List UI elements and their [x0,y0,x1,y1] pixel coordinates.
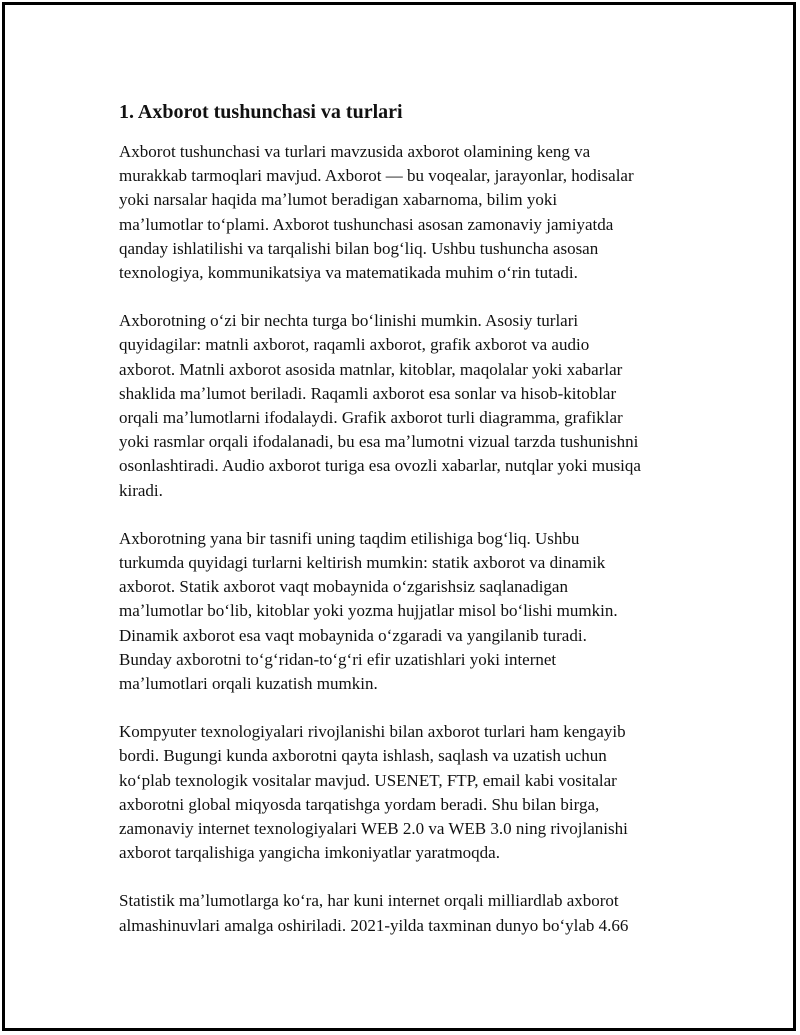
text-line: orqali maʼlumotlarni ifodalaydi. Grafik axborot turli diagramma, grafiklar [119,408,623,428]
text-line: axborot tarqalishiga yangicha imkoniyatlar yaratmoqda. [119,843,500,863]
text-line: axborot. Matnli axborot asosida matnlar, kitoblar, maqolalar yoki xabarlar [119,359,623,379]
text-line: quyidagilar: matnli axborot, raqamli axborot, grafik axborot va audio [119,335,590,355]
paragraph [119,889,709,937]
document-page [2,2,796,1031]
paragraph [119,140,709,285]
document-content [119,98,709,962]
text-line: murakkab tarmoqlari mavjud. Axborot — bu voqealar, jarayonlar, hodisalar [119,166,634,186]
text-line: koʻplab texnologik vositalar mavjud. USENET, FTP, email kabi vositalar [119,770,617,790]
text-line: yoki rasmlar orqali ifodalanadi, bu esa maʼlumotni vizual tarzda tushunishni [119,432,639,452]
text-line: Kompyuter texnologiyalari rivojlanishi bilan axborot turlari ham kengayib [119,722,626,742]
text-line: Statistik maʼlumotlarga koʻra, har kuni internet orqali milliardlab axborot [119,891,619,911]
text-line: zamonaviy internet texnologiyalari WEB 2.0 va WEB 3.0 ning rivojlanishi [119,819,628,839]
text-line: osonlashtiradi. Audio axborot turiga esa ovozli xabarlar, nutqlar yoki musiqa [119,456,641,476]
text-line: Dinamik axborot esa vaqt mobaynida oʻzgaradi va yangilanib turadi. [119,625,587,645]
text-line: Axborot tushunchasi va turlari mavzusida axborot olamining keng va [119,142,591,161]
text-line: texnologiya, kommunikatsiya va matematikada muhim oʻrin tutadi. [119,263,578,283]
text-line: qanday ishlatilishi va tarqalishi bilan bogʻliq. Ushbu tushuncha asosan [119,238,599,258]
text-line: maʼlumotlar toʻplami. Axborot tushunchasi asosan zamonaviy jamiyatda [119,214,614,234]
text-line: yoki narsalar haqida maʼlumot beradigan xabarnoma, bilim yoki [119,190,558,210]
text-line: Axborotning oʻzi bir nechta turga boʻlinishi mumkin. Asosiy turlari [119,311,579,331]
paragraph [119,527,709,696]
text-line: Bunday axborotni toʻgʻridan-toʻgʻri efir uzatishlari yoki internet [119,649,557,669]
text-line: maʼlumotlari orqali kuzatish mumkin. [119,674,378,694]
text-line: Axborotning yana bir tasnifi uning taqdim etilishiga bogʻliq. Ushbu [119,528,580,548]
text-line: turkumda quyidagi turlarni keltirish mumkin: statik axborot va dinamik [119,553,606,573]
text-line: kiradi. [119,480,163,500]
section-heading: 1. Axborot tushunchasi va turlari [119,101,403,123]
paragraph-list [119,140,709,938]
paragraph [119,720,709,865]
text-line: maʼlumotlar boʻlib, kitoblar yoki yozma hujjatlar misol boʻlishi mumkin. [119,601,618,621]
text-line: axborot. Statik axborot vaqt mobaynida oʻzgarishsiz saqlanadigan [119,577,568,597]
text-line: axborotni global miqyosda tarqatishga yordam beradi. Shu bilan birga, [119,794,600,814]
text-line: shaklida maʼlumot beriladi. Raqamli axborot esa sonlar va hisob-kitoblar [119,383,617,403]
text-line: almashinuvlari amalga oshiriladi. 2021-yilda taxminan dunyo boʻylab 4.66 [119,915,629,935]
paragraph [119,309,709,503]
text-line: bordi. Bugungi kunda axborotni qayta ishlash, saqlash va uzatish uchun [119,746,607,766]
